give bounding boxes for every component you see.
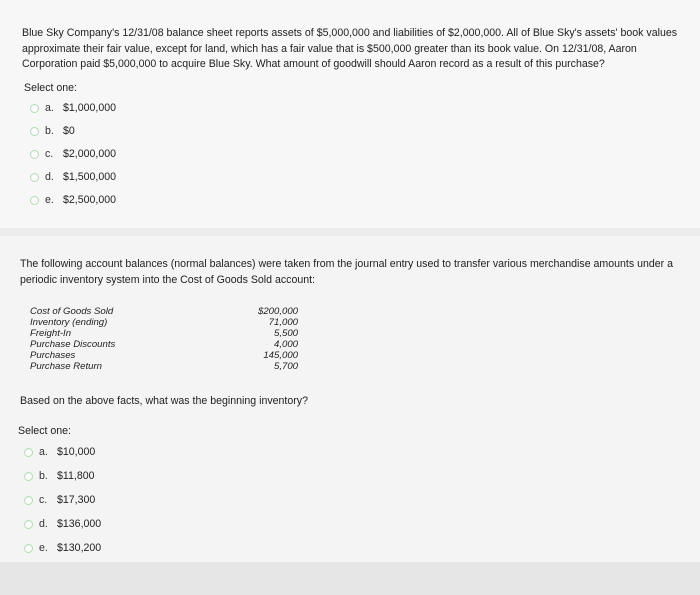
radio-icon[interactable] — [24, 544, 33, 553]
question-2-select-label: Select one: — [18, 425, 72, 437]
bottom-strip — [0, 562, 700, 595]
question-2-option-d[interactable] — [24, 517, 101, 531]
option-text: $11,800 — [57, 470, 95, 482]
account-row — [20, 317, 310, 328]
radio-icon[interactable] — [30, 150, 39, 159]
question-1-select-label: Select one: — [24, 82, 78, 94]
account-name: Purchase Return — [30, 361, 102, 372]
option-text: $17,300 — [57, 494, 96, 506]
account-row — [20, 339, 310, 350]
question-2-text: The following account balances (normal balances) were taken from the journal entry used to transfer various merchandise amounts under a periodic inventory system into the Cost of Goods Sold account: — [20, 258, 674, 286]
option-letter: d. — [45, 171, 54, 183]
account-value: $200,000 — [257, 306, 298, 317]
question-1-card — [0, 0, 700, 228]
option-letter: e. — [45, 194, 54, 206]
radio-icon[interactable] — [30, 173, 39, 182]
account-name: Inventory (ending) — [30, 317, 108, 328]
question-2-option-e[interactable] — [24, 541, 101, 555]
question-1-option-b[interactable] — [30, 124, 75, 138]
option-text: $10,000 — [57, 446, 96, 458]
account-name: Purchases — [30, 350, 76, 361]
option-text: $2,000,000 — [63, 148, 117, 160]
radio-icon[interactable] — [24, 448, 33, 457]
account-value: 145,000 — [263, 350, 298, 361]
option-letter: e. — [39, 542, 48, 554]
radio-icon[interactable] — [24, 496, 33, 505]
option-text: $136,000 — [57, 518, 102, 530]
question-2-card — [0, 236, 700, 562]
question-1-option-d[interactable] — [30, 170, 116, 184]
option-letter: c. — [39, 494, 48, 506]
account-row — [20, 328, 310, 339]
account-value: 71,000 — [268, 317, 298, 328]
radio-icon[interactable] — [30, 196, 39, 205]
account-balances-table — [20, 286, 310, 372]
question-1-option-c[interactable] — [30, 147, 116, 161]
question-2-option-c[interactable] — [24, 493, 95, 507]
question-1-option-e[interactable] — [30, 193, 116, 207]
question-2-option-a[interactable] — [24, 445, 95, 459]
option-letter: b. — [45, 125, 54, 137]
radio-icon[interactable] — [30, 104, 39, 113]
option-letter: a. — [45, 102, 54, 114]
option-letter: c. — [45, 148, 54, 160]
account-name: Freight-In — [30, 328, 72, 339]
question-1-option-a[interactable] — [30, 101, 116, 115]
option-text: $2,500,000 — [63, 194, 117, 206]
account-name: Purchase Discounts — [30, 339, 116, 350]
radio-icon[interactable] — [24, 520, 33, 529]
account-row — [20, 350, 310, 361]
question-2-option-b[interactable] — [24, 469, 95, 483]
account-row — [20, 361, 310, 372]
account-value: 5,500 — [273, 328, 298, 339]
option-letter: a. — [39, 446, 48, 458]
question-1-text: Blue Sky Company's 12/31/08 balance sheet reports assets of $5,000,000 and liabilities of $2,000,000. All of Blue Sky's assets' book values approximate their fair value, except for land, which has a fair value that is $500,000 greater than its book value. On 12/31/08, Aaron Corporation paid $5,000,000 to acquire Blue Sky. What amount of goodwill should Aaron record as a result of this purchase? — [22, 27, 678, 70]
option-letter: d. — [39, 518, 48, 530]
radio-icon[interactable] — [30, 127, 39, 136]
account-value: 4,000 — [273, 339, 298, 350]
radio-icon[interactable] — [24, 472, 33, 481]
account-name: Cost of Goods Sold — [30, 306, 114, 317]
account-row — [20, 306, 310, 317]
option-text: $130,200 — [57, 542, 102, 554]
option-text: $1,500,000 — [63, 171, 117, 183]
question-2-prompt: Based on the above facts, what was the beginning inventory? — [20, 395, 308, 407]
option-letter: b. — [39, 470, 48, 482]
option-text: $1,000,000 — [63, 102, 117, 114]
option-text: $0 — [63, 125, 75, 137]
account-value: 5,700 — [273, 361, 298, 372]
